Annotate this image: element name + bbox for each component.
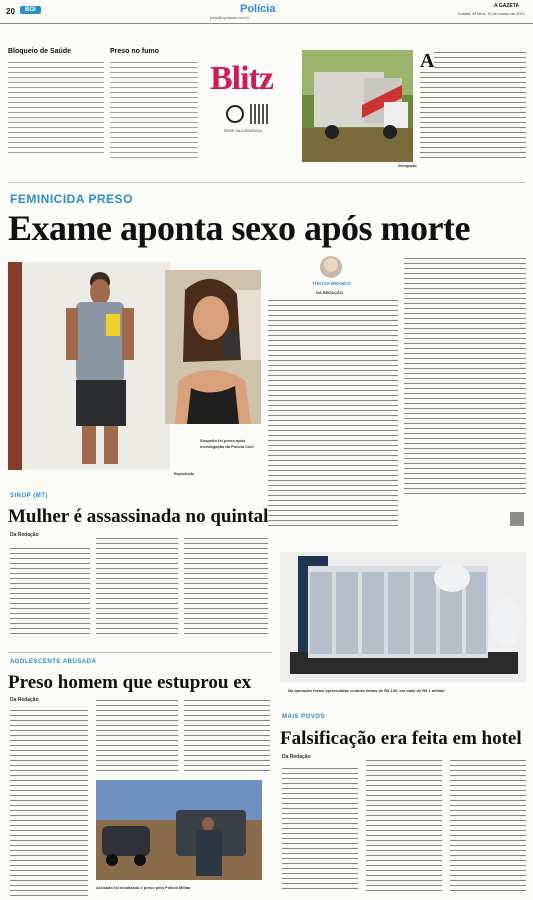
lead-kicker: FEMINICIDA PRESO <box>10 192 133 206</box>
lead-body-col2 <box>404 258 526 498</box>
story4-byline: Da Redação <box>282 754 311 760</box>
suspect-illustration <box>8 262 170 470</box>
brief-left-title: Bloqueio de Saúde <box>8 48 72 55</box>
brand-badge: BOI <box>20 6 41 14</box>
arrest-photo-caption: Acusado foi localizado e preso pela Polícia Militar <box>96 885 191 890</box>
money-illustration <box>280 552 526 682</box>
page-header <box>0 0 533 24</box>
brief-left-text <box>8 62 104 154</box>
story4-col1 <box>282 768 358 892</box>
section-email: jornal@opiniaomt.com.br <box>210 16 249 20</box>
story3-kicker: ADOLESCENTE ABUSADA <box>10 659 97 665</box>
lead-qr-icon <box>510 512 524 526</box>
lead-headline: Exame aponta sexo após morte <box>8 208 470 248</box>
brief-left <box>8 48 106 158</box>
story3-col2 <box>96 700 178 772</box>
story2-byline: Da Redação <box>10 532 39 538</box>
money-photo-caption: Na operação foram apreendidas cédulas falsas de R$ 100, em mais de R$ 1 milhão <box>288 688 445 693</box>
story4-kicker: MAIS POVOS <box>282 714 326 720</box>
suspect-photo-caption: Suspeito foi preso após investigação da Polícia Civil <box>200 438 254 449</box>
lead-photo-credit: Reprodução <box>174 472 195 476</box>
columnist-role: DA REDAÇÃO <box>316 290 343 295</box>
arrest-photo <box>96 780 262 880</box>
story3-col1 <box>10 710 88 896</box>
section-title: Polícia <box>240 3 276 15</box>
brief-right-dropcap: A <box>420 50 435 72</box>
brief-right-text-2 <box>420 72 526 160</box>
blitz-box <box>206 56 294 156</box>
blitz-logo: Blitz <box>210 60 273 97</box>
blitz-contact: ENVIE SUA DENÚNCIA <box>224 129 262 133</box>
truck-photo <box>302 50 413 162</box>
story2-col1 <box>10 548 90 638</box>
briefs-divider <box>8 182 525 183</box>
victim-photo <box>165 270 261 424</box>
story2-col2 <box>96 538 178 638</box>
columnist-name: THAYSA BRANCO <box>312 281 351 286</box>
brief-mid <box>110 48 200 158</box>
header-rule <box>0 23 533 24</box>
story3-headline: Preso homem que estuprou ex <box>8 672 252 693</box>
suspect-photo <box>8 262 170 470</box>
qr-code-icon <box>250 104 270 124</box>
brief-mid-text <box>110 62 198 158</box>
edition-date: Cuiabá, 6ª feira, 19 de março de 2021 <box>457 11 525 16</box>
story3-byline: Da Redação <box>10 697 39 703</box>
story4-col3 <box>450 760 526 892</box>
brief-right-text <box>434 52 526 70</box>
story2-headline: Mulher é assassinada no quintal <box>8 506 269 527</box>
story4-col2 <box>366 760 442 892</box>
brief-mid-title: Preso no fumo <box>110 48 160 55</box>
truck-illustration <box>302 50 413 162</box>
story4-headline: Falsificação era feita em hotel <box>280 728 522 749</box>
story2-col3 <box>184 538 268 638</box>
story3-col3 <box>184 700 270 772</box>
page-number: 20 <box>6 7 15 16</box>
money-photo <box>280 552 526 682</box>
whatsapp-icon <box>226 105 244 123</box>
story2-kicker: SINOP (MT) <box>10 493 48 499</box>
brief-right <box>420 50 526 160</box>
arrest-illustration <box>96 780 262 880</box>
story2-divider <box>8 652 272 653</box>
truck-photo-credit: Divulgação <box>398 164 417 168</box>
edition-name: A GAZETA <box>494 3 519 9</box>
columnist-avatar <box>320 256 342 278</box>
victim-illustration <box>165 270 261 424</box>
lead-body-col1 <box>268 300 398 528</box>
